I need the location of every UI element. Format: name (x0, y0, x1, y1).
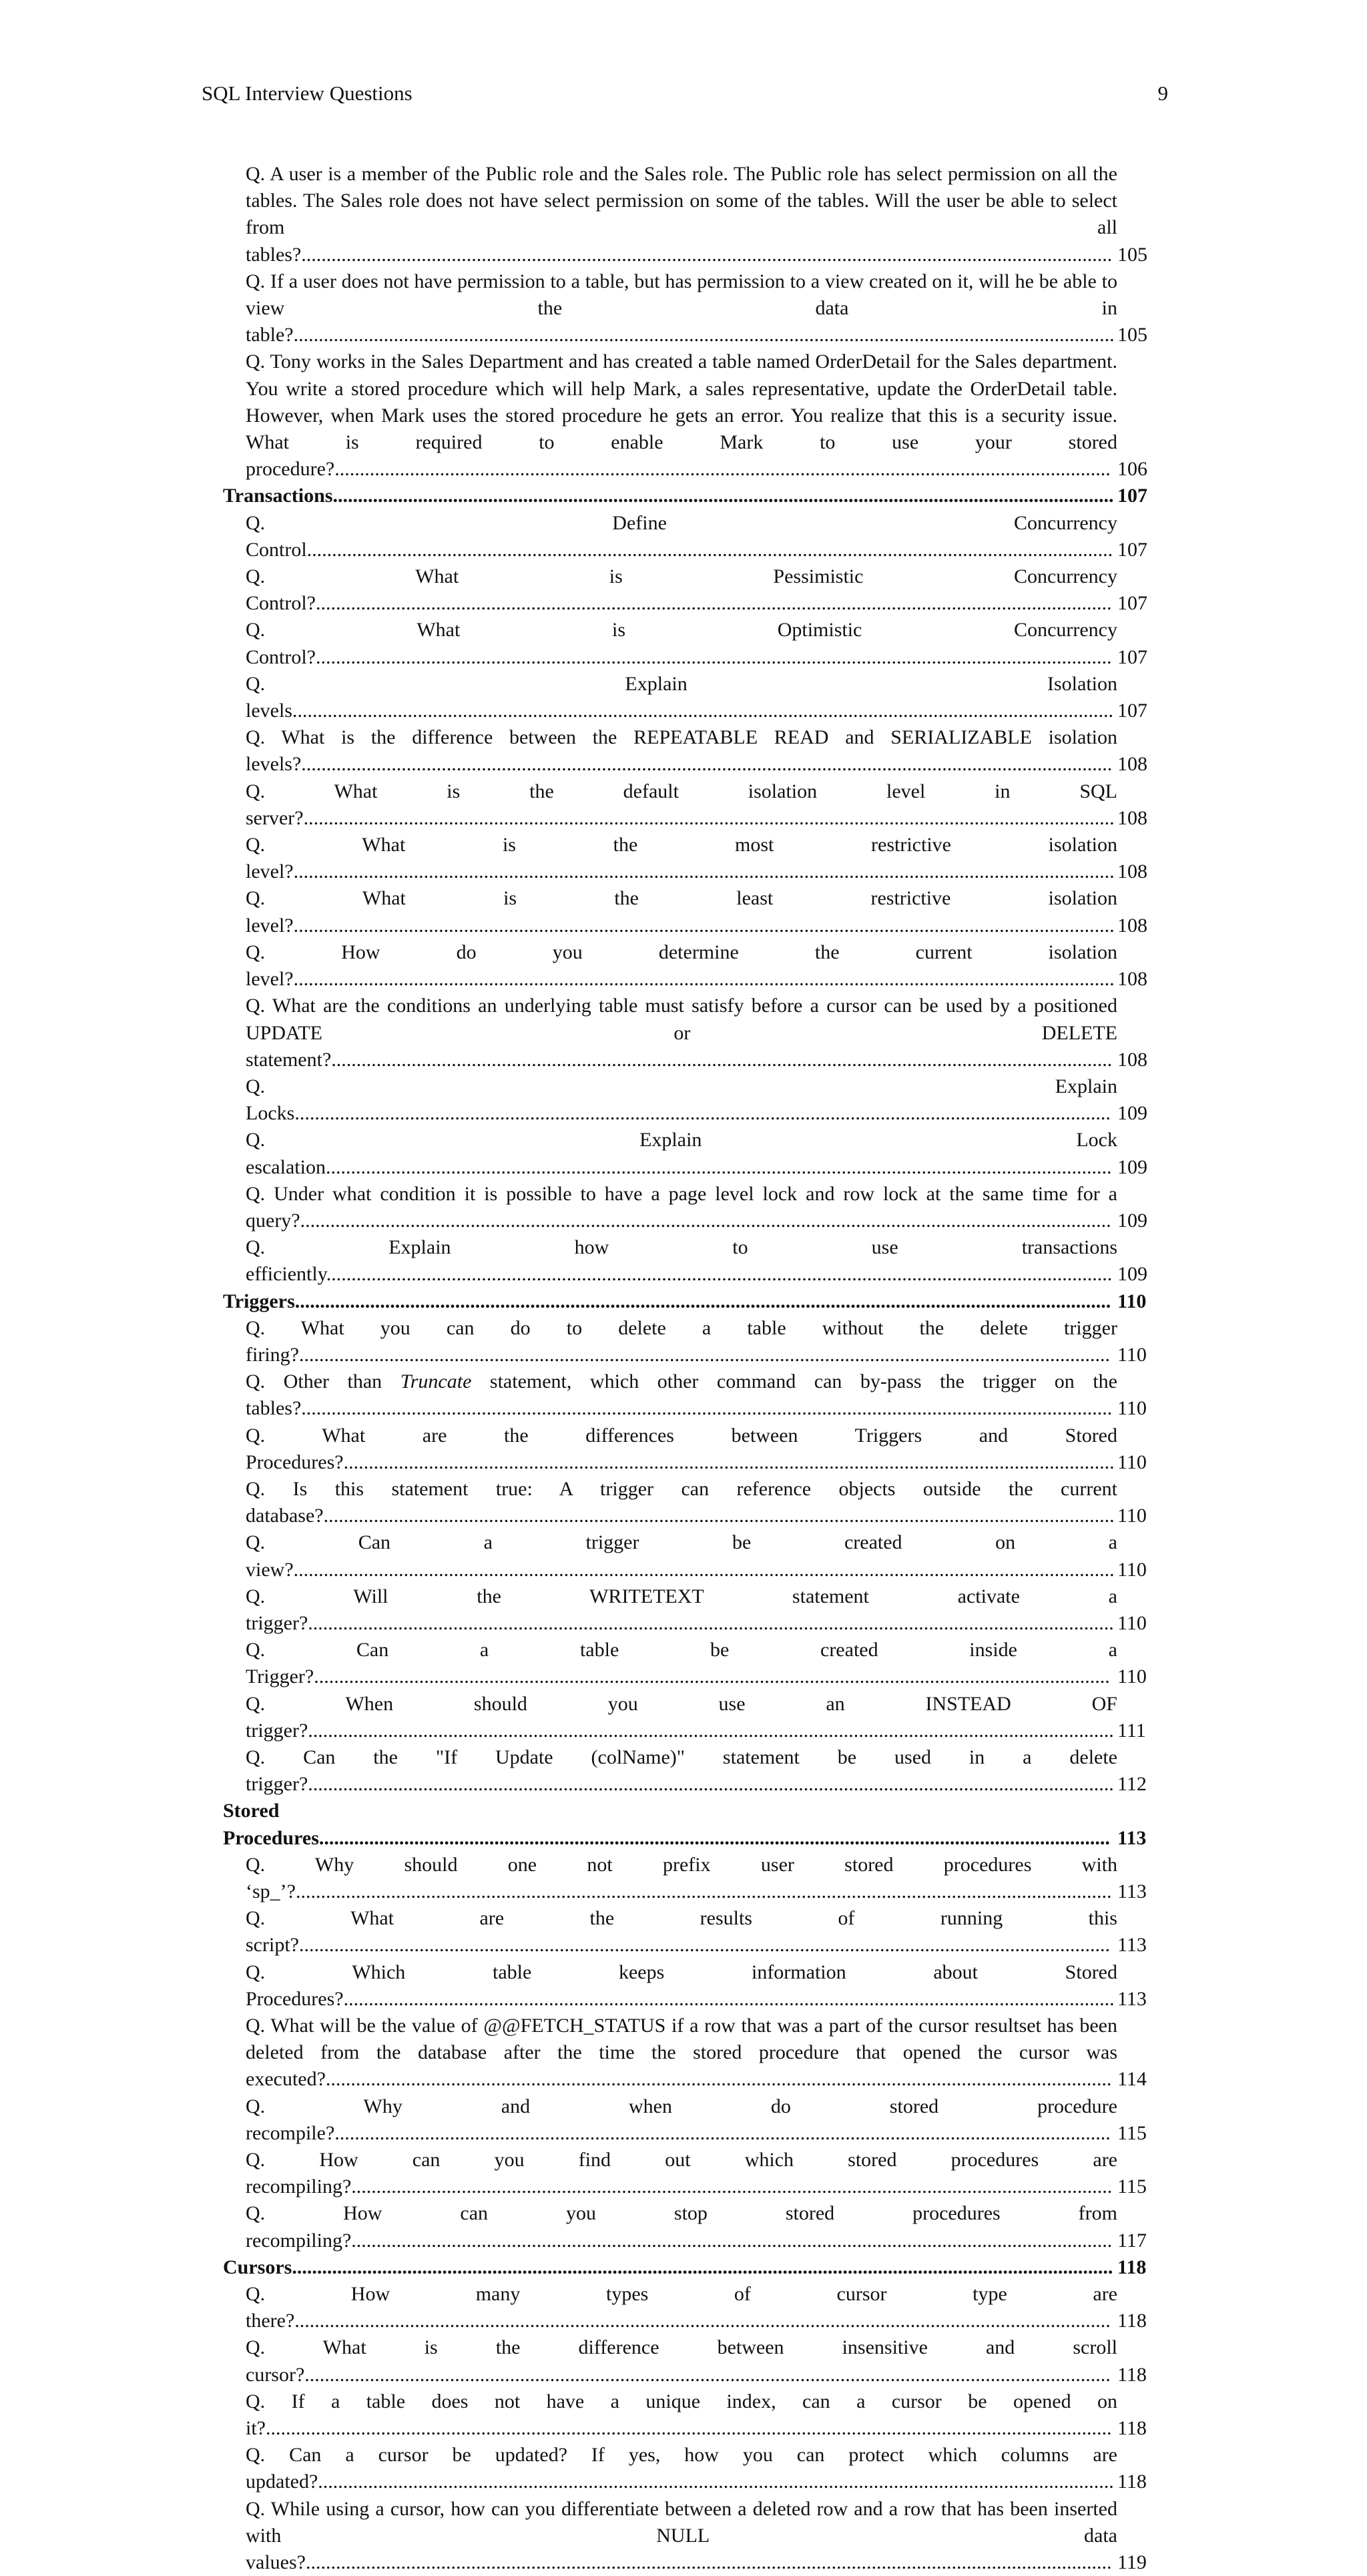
toc-question-entry[interactable] (246, 2442, 1156, 2495)
toc-entry-text (223, 1290, 295, 1312)
dot-leader: ................................................................................................................................................................. (306, 538, 1113, 561)
dot-leader: ........................................................................................................................................................ (351, 2229, 1113, 2252)
toc-question-entry[interactable] (246, 617, 1156, 670)
dot-leader: .................................................................................................................................................................. (301, 1397, 1113, 1420)
toc-entry-text-main: Transactions (223, 485, 333, 507)
toc-page-number: 109 (1117, 1155, 1147, 1178)
toc-question-entry[interactable] (246, 2496, 1156, 2576)
toc-entry-text-main: Q. What will be the value of @@FETCH_STATUS if a row that was a part of the cursor resultset has been deleted from the database after the time the stored procedure that opened the cursor was executed? (246, 2015, 1117, 2091)
toc-entry-text (223, 485, 332, 507)
toc-question-entry[interactable] (246, 268, 1156, 349)
toc-page-number: 117 (1117, 2229, 1147, 2252)
dot-leader: ........................................................................................................................................................... (334, 458, 1111, 481)
toc-question-entry[interactable] (246, 832, 1156, 885)
dot-leader: ................................................................................................................................................................. (304, 2363, 1111, 2386)
toc-question-entry[interactable] (246, 1234, 1156, 1288)
toc-page-number: 115 (1117, 2121, 1147, 2144)
dot-leader: ................................................................................................................................................................... (294, 1290, 1111, 1312)
toc-question-entry[interactable] (246, 161, 1156, 268)
toc-section-heading[interactable] (223, 1288, 1156, 1315)
toc-question-entry[interactable] (246, 724, 1156, 778)
dot-leader: .......................................................................................................................................................... (343, 1451, 1115, 1473)
toc-entry-text-main: Q. Can a table be created inside a Trigger? (246, 1639, 1117, 1688)
toc-question-entry[interactable] (246, 1905, 1156, 1959)
toc-entry-text-main: Q. While using a cursor, how can you differentiate between a deleted row and a row that has been inserted with NULL data values? (246, 2497, 1117, 2574)
toc-entry-text-main: Q. What is the most restrictive isolation level? (246, 834, 1117, 883)
toc-page-number: 110 (1117, 1505, 1147, 1527)
toc-question-entry[interactable] (246, 1073, 1156, 1127)
dot-leader: ................................................................................................................................................................. (308, 1773, 1114, 1796)
toc-entry-text-main: Q. How do you determine the current isolation level? (246, 941, 1117, 991)
toc-page-number: 108 (1117, 860, 1147, 883)
dot-leader: .................................................................................................................................................................... (293, 860, 1115, 883)
toc-question-entry[interactable] (246, 778, 1156, 832)
toc-page-number: 114 (1117, 2068, 1147, 2091)
toc-page-number: 113 (1117, 1826, 1147, 1849)
toc-entry-text (223, 2256, 292, 2278)
toc-entry-text-main: Q. What are the differences between Triggers and Stored Procedures? (246, 1424, 1117, 1473)
toc-entry-text-main: Q. What is the default isolation level in SQL server? (246, 780, 1117, 829)
toc-entry-text-main: Q. When should you use an INSTEAD OF trigger? (246, 1692, 1117, 1742)
toc-question-entry[interactable] (246, 1423, 1156, 1476)
toc-question-entry[interactable] (246, 2281, 1156, 2334)
toc-entry-text-main: Q. A user is a member of the Public role and the Sales role. The Public role has select permission on all the tables. The Sales role does not have select permission on some of the tables. Will the user be able to select from all tables? (246, 163, 1117, 266)
toc-page-number: 109 (1117, 1209, 1147, 1232)
page-header (202, 79, 1168, 108)
dot-leader: ................................................................................................................................................................... (297, 700, 1113, 722)
toc-page-number: 113 (1117, 1934, 1147, 1957)
dot-leader: ................................................................................................................................................................... (295, 1880, 1112, 1902)
dot-leader: .......................................................................................................................................................... (343, 1987, 1115, 2010)
toc-question-entry[interactable] (246, 1852, 1156, 1905)
dot-leader: .................................................................................................................................................................... (293, 1558, 1115, 1581)
toc-question-entry[interactable] (246, 993, 1156, 1073)
toc-question-entry[interactable] (246, 2334, 1156, 2388)
toc-entry-text-main: Triggers (223, 1290, 295, 1312)
toc-question-entry[interactable] (246, 510, 1156, 563)
toc-entry-text-prefix: Q. Other than (246, 1370, 400, 1393)
toc-entry-text-main: Q. What is the difference between insensitive and scroll cursor? (246, 2336, 1117, 2386)
toc-entry-text-main: Q. Can a trigger be created on a view? (246, 1531, 1117, 1581)
toc-page-number: 106 (1117, 458, 1147, 481)
toc-entry-text-main: Cursors (223, 2256, 292, 2278)
dot-leader: .................................................................................................................................................................. (300, 1209, 1111, 1232)
toc-entry-text-emphasis: Truncate (400, 1370, 472, 1393)
dot-leader: ............................................................................................................................................................ (330, 1155, 1112, 1178)
toc-page-number: 119 (1117, 2551, 1147, 2574)
toc-page-number: 110 (1117, 1558, 1147, 1581)
dot-leader: .............................................................................................................................................................. (323, 1505, 1115, 1527)
toc-section-heading[interactable] (223, 2254, 1156, 2281)
dot-leader: ......................................................................................................................................................................... (266, 2417, 1112, 2440)
toc-entry-text-main: Q. Can the "If Update (colName)" statement be used in a delete trigger? (246, 1746, 1117, 1796)
toc-question-entry[interactable] (246, 563, 1156, 617)
toc-page-number: 118 (1117, 2310, 1147, 2332)
toc-entry-text-main: Q. Under what condition it is possible to have a page level lock and row lock at the same time for a query? (246, 1182, 1117, 1232)
toc-question-entry[interactable] (246, 348, 1156, 483)
running-title: SQL Interview Questions (202, 81, 413, 105)
toc-entry-text-main: Q. Tony works in the Sales Department and has created a table named OrderDetail for the Sales department. You write a stored procedure which will help Mark, a sales representative, update the OrderDetail table. However, when Mark uses the stored procedure he gets an error. You realize that this is a security issue. What is required to enable Mark to use your stored procedure? (246, 350, 1117, 481)
toc-page-number: 118 (1117, 2256, 1147, 2278)
dot-leader: .................................................................................................................................................................... (292, 2256, 1113, 2278)
toc-entry-text-main: Q. Explain Isolation levels. (246, 672, 1117, 722)
toc-entry-text-main: Q. What is Optimistic Concurrency Control? (246, 619, 1117, 668)
toc-question-entry[interactable] (246, 1583, 1156, 1637)
toc-entry-text-main: Q. Will the WRITETEXT statement activate a trigger? (246, 1585, 1117, 1634)
toc-page-number: 118 (1117, 2363, 1147, 2386)
toc-entry-text-main: Q. Explain Locks. (246, 1075, 1117, 1125)
dot-leader: ................................................................................................................................................................. (308, 1611, 1114, 1634)
dot-leader: .................................................................................................................................................................. (301, 243, 1113, 266)
dot-leader: ........................................................................................................................................................ (351, 2175, 1113, 2198)
toc-page-number: 105 (1117, 324, 1147, 346)
toc-question-entry[interactable] (246, 1529, 1156, 1583)
toc-question-entry[interactable] (246, 2093, 1156, 2147)
toc-entry-text-main: Q. Which table keeps information about Stored Procedures? (246, 1961, 1117, 2010)
toc-entry-text-main: Q. What are the conditions an underlying table must satisfy before a cursor can be used by a positioned UPDATE or DELETE statement? (246, 995, 1117, 1071)
toc-page-number: 110 (1117, 1343, 1147, 1366)
toc-entry-text-main: Q. If a user does not have permission to a table, but has permission to a view created on it, will he be able to view the data in table? (246, 270, 1117, 346)
toc-question-entry[interactable] (246, 1368, 1156, 1422)
toc-page-number: 107 (1117, 646, 1147, 668)
toc-page-number: 108 (1117, 968, 1147, 991)
dot-leader: .................................................................................................................................................................... (293, 968, 1115, 991)
toc-page-number: 107 (1117, 700, 1147, 722)
toc-entry-text-main: Q. What are the results of running this script? (246, 1907, 1117, 1957)
toc-question-entry[interactable] (246, 2147, 1156, 2200)
toc-page-number: 108 (1117, 914, 1147, 937)
toc-entry-text-main: Q. What is the least restrictive isolation level? (246, 887, 1117, 937)
toc-question-entry[interactable] (246, 2013, 1156, 2093)
toc-section-heading[interactable] (223, 1798, 1156, 1851)
dot-leader: .................................................................................................................................................................. (298, 1934, 1110, 1957)
toc-page-number: 107 (1117, 485, 1147, 507)
toc-page-number: 110 (1117, 1451, 1147, 1473)
toc-page-number: 113 (1117, 1987, 1147, 2010)
dot-leader: ................................................................................................................................................................. (305, 2551, 1112, 2574)
dot-leader: .................................................................................................................................................................. (298, 1343, 1110, 1366)
toc-entry-text-main: Stored Procedures (223, 1800, 319, 1849)
toc-entry-text-main: Q. Can a cursor be updated? If yes, how you can protect which columns are updated? (246, 2444, 1117, 2493)
toc-entry-text-main: Q. Why and when do stored procedure recompile? (246, 2095, 1117, 2144)
toc-question-entry[interactable] (246, 1959, 1156, 2013)
toc-page-number: 118 (1117, 2471, 1147, 2493)
toc-page-number: 110 (1117, 1611, 1147, 1634)
toc-page-number: 107 (1117, 538, 1147, 561)
toc-page-number: 108 (1117, 753, 1147, 776)
toc-entry-text (223, 1800, 319, 1848)
dot-leader: ............................................................................................................................................................ (331, 1263, 1113, 1286)
toc-question-entry[interactable] (246, 1181, 1156, 1234)
toc-question-entry[interactable] (246, 1744, 1156, 1798)
toc-entry-text-main: Q. Is this statement true: A trigger can reference objects outside the current database? (246, 1477, 1117, 1527)
toc-page-number: 109 (1117, 1263, 1147, 1286)
dot-leader: ............................................................................................................................................................ (331, 1048, 1113, 1071)
dot-leader: .................................................................................................................................................................. (303, 806, 1115, 829)
toc-entry-text-main: Q. If a table does not have a unique index, can a cursor be opened on it? (246, 2390, 1117, 2440)
dot-leader: ............................................................................................................................................................... (318, 2471, 1114, 2493)
toc-question-entry[interactable] (246, 939, 1156, 993)
toc-page-number: 108 (1117, 1048, 1147, 1071)
toc-entry-text-main: Q. How many types of cursor type are there? (246, 2283, 1117, 2332)
toc-page-number: 115 (1117, 2175, 1147, 2198)
dot-leader: .................................................................................................................................................................. (299, 1102, 1111, 1125)
toc-page-number: 110 (1117, 1397, 1147, 1420)
dot-leader: .................................................................................................................................................................... (293, 324, 1115, 346)
toc-entry-text-main: Q. What is the difference between the REPEATABLE READ and SERIALIZABLE isolation levels? (246, 726, 1117, 776)
toc-entry-text-main: statement, which other command can by-pass the trigger on the tables? (246, 1370, 1117, 1420)
toc-page-number: 113 (1117, 1880, 1147, 1902)
toc-page-number: 105 (1117, 243, 1147, 266)
toc-question-entry[interactable] (246, 1637, 1156, 1690)
dot-leader: ............................................................................................................................................................. (325, 2068, 1112, 2091)
dot-leader: ............................................................................................................................................................ (332, 485, 1114, 507)
dot-leader: ........................................................................................................................................................... (334, 2121, 1111, 2144)
toc-entry-text-main: Q. What is Pessimistic Concurrency Control? (246, 565, 1117, 615)
toc-page-number: 109 (1117, 1102, 1147, 1125)
dot-leader: .................................................................................................................................................................. (301, 753, 1113, 776)
toc-page-number: 107 (1117, 592, 1147, 615)
toc-question-entry[interactable] (246, 1691, 1156, 1744)
toc-question-entry[interactable] (246, 1127, 1156, 1180)
toc-entry-text-main: Q. Explain how to use transactions efficiently. (246, 1236, 1117, 1286)
dot-leader: ............................................................................................................................................................... (316, 646, 1112, 668)
dot-leader: .............................................................................................................................................................. (318, 1826, 1110, 1849)
dot-leader: .................................................................................................................................................................... (293, 914, 1115, 937)
dot-leader: ................................................................................................................................................................... (294, 2310, 1111, 2332)
toc-page-number: 108 (1117, 806, 1147, 829)
toc-entry-text-main: Q. Explain Lock escalation. (246, 1129, 1117, 1178)
table-of-contents (223, 161, 1156, 2576)
toc-entry-text-main: Q. Define Concurrency Control (246, 511, 1117, 561)
page-number: 9 (1157, 81, 1168, 105)
toc-page-number: 112 (1117, 1773, 1147, 1796)
dot-leader: ............................................................................................................................................................... (314, 1665, 1110, 1688)
dot-leader: ............................................................................................................................................................... (316, 592, 1112, 615)
toc-question-entry[interactable] (246, 885, 1156, 939)
toc-page-number: 110 (1117, 1290, 1147, 1312)
toc-entry-text-main: Q. How can you stop stored procedures from recompiling? (246, 2202, 1117, 2252)
toc-question-entry[interactable] (246, 1315, 1156, 1368)
toc-page-number: 118 (1117, 2417, 1147, 2440)
toc-entry-text-main: Q. Why should one not prefix user stored procedures with ‘sp_’? (246, 1853, 1117, 1902)
toc-question-entry[interactable] (246, 671, 1156, 724)
dot-leader: ................................................................................................................................................................. (308, 1719, 1114, 1742)
toc-page-number: 110 (1117, 1665, 1147, 1688)
toc-entry-text-main: Q. How can you find out which stored procedures are recompiling? (246, 2149, 1117, 2198)
toc-question-entry[interactable] (246, 2200, 1156, 2254)
toc-question-entry[interactable] (246, 1476, 1156, 1529)
toc-section-heading[interactable] (223, 483, 1156, 509)
toc-page-number: 111 (1117, 1719, 1146, 1742)
toc-entry-text-main: Q. What you can do to delete a table without the delete trigger firing? (246, 1316, 1117, 1366)
toc-question-entry[interactable] (246, 2388, 1156, 2442)
